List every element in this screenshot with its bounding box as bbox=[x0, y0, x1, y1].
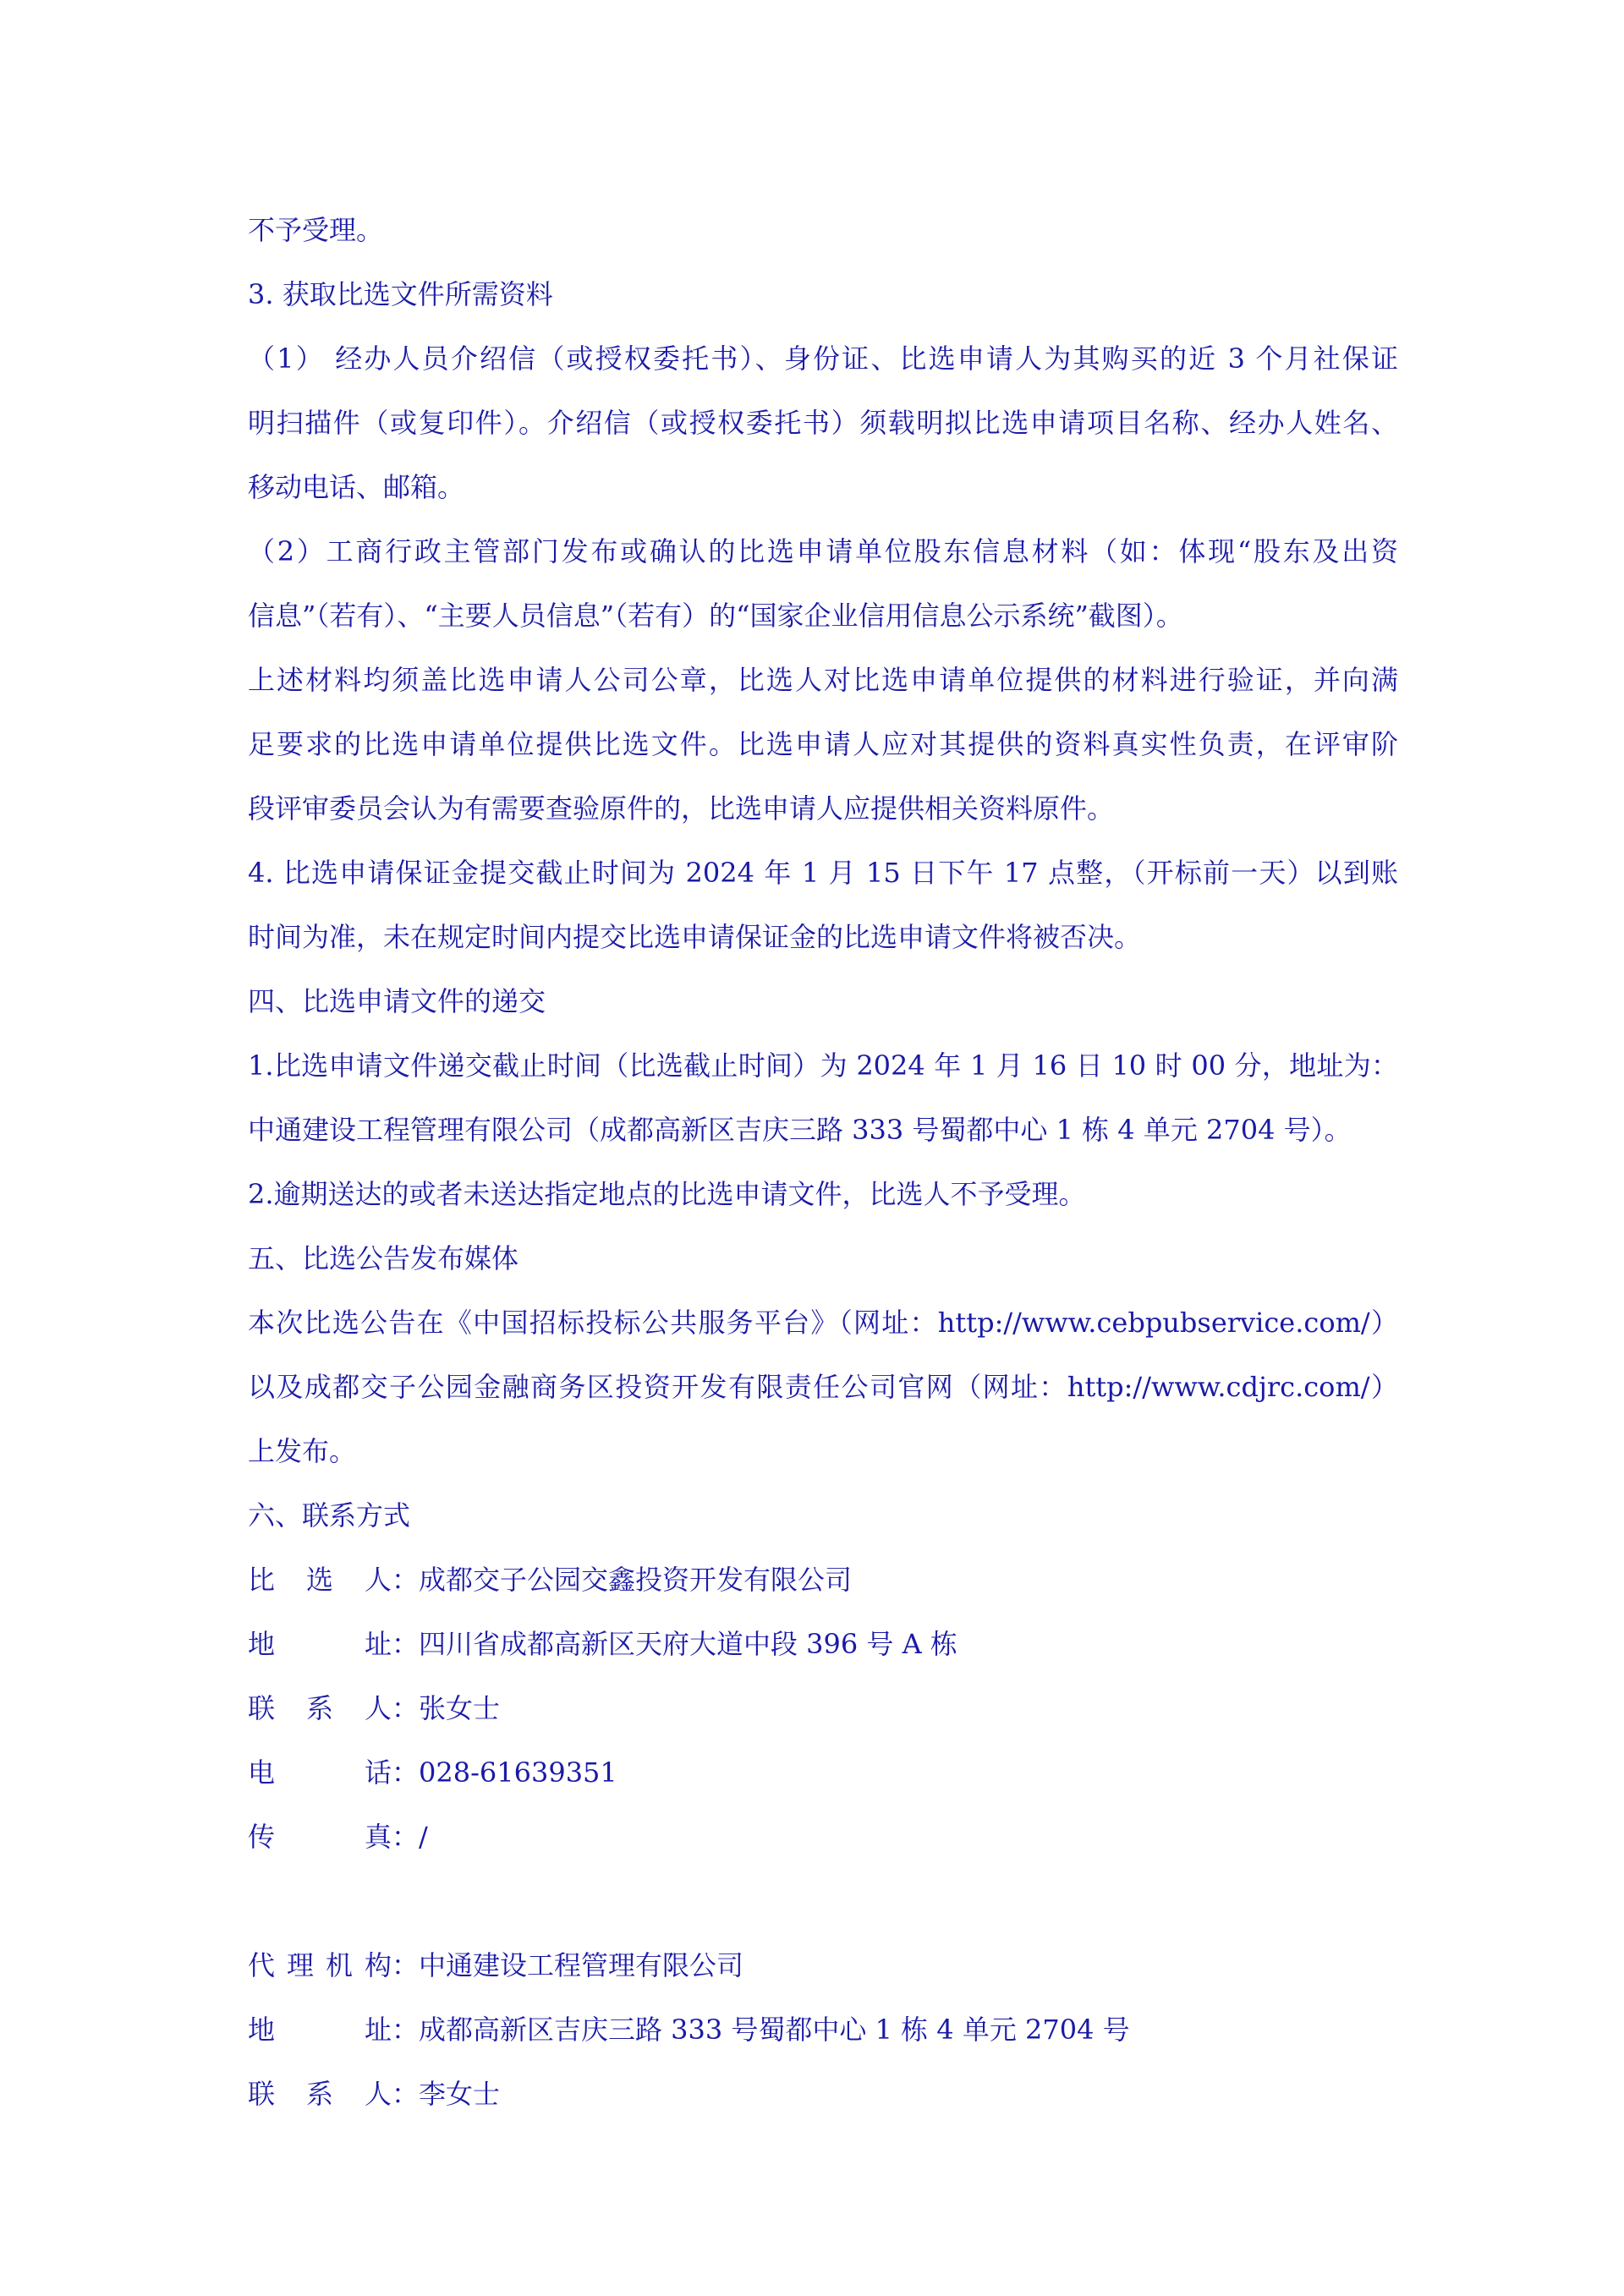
text-line: 以及成都交子公园金融商务区投资开发有限责任公司官网（网址：http://www.cdjrc.com/） bbox=[248, 1371, 1398, 1403]
text-line: 中通建设工程管理有限公司（成都高新区吉庆三路 333 号蜀都中心 1 栋 4 单元 2704 号）。 bbox=[248, 1114, 1352, 1146]
text-line: 本次比选公告在《中国招标投标公共服务平台》（网址：http://www.cebpubservice.com/） bbox=[248, 1307, 1398, 1339]
contact-issuer-row bbox=[248, 1756, 1398, 1789]
text-line: 2.逾期送达的或者未送达指定地点的比选申请文件，比选人不予受理。 bbox=[248, 1178, 1086, 1210]
contact-value: ：李女士 bbox=[392, 2078, 501, 2110]
text-line: 不予受理。 bbox=[248, 214, 384, 246]
contact-value: ：028-61639351 bbox=[392, 1756, 617, 1789]
contact-issuer-row bbox=[248, 1563, 1398, 1597]
contact-label: 传真 bbox=[248, 1821, 392, 1853]
contact-agency-row bbox=[248, 2013, 1398, 2047]
contact-label: 地址 bbox=[248, 1628, 392, 1660]
contact-label: 联系人 bbox=[248, 2078, 392, 2110]
section-heading: 3. 获取比选文件所需资料 bbox=[248, 278, 553, 310]
text-line: 段评审委员会认为有需要查验原件的，比选申请人应提供相关资料原件。 bbox=[248, 792, 1115, 825]
contact-label: 地址 bbox=[248, 2014, 392, 2046]
text-line: 上述材料均须盖比选申请人公司公章，比选人对比选申请单位提供的材料进行验证，并向满 bbox=[248, 664, 1398, 696]
contact-label: 代理机构 bbox=[248, 1949, 392, 1981]
contact-agency-row bbox=[248, 1948, 1398, 1982]
text-line: 上发布。 bbox=[248, 1435, 357, 1467]
section-heading: 五、比选公告发布媒体 bbox=[248, 1242, 519, 1274]
section-heading: 四、比选申请文件的递交 bbox=[248, 985, 546, 1017]
contact-issuer-row bbox=[248, 1820, 1398, 1854]
contact-issuer-row bbox=[248, 1627, 1398, 1661]
contact-label: 联系人 bbox=[248, 1692, 392, 1724]
contact-label: 比选人 bbox=[248, 1564, 392, 1596]
text-line: 信息”（若有）、“主要人员信息”（若有）的“国家企业信用信息公示系统”截图）。 bbox=[248, 600, 1183, 632]
text-line: 明扫描件（或复印件）。介绍信（或授权委托书）须载明拟比选申请项目名称、经办人姓名、 bbox=[248, 407, 1398, 439]
contact-value: ：四川省成都高新区天府大道中段 396 号 A 栋 bbox=[392, 1628, 957, 1660]
text-line: 1.比选申请文件递交截止时间（比选截止时间）为 2024 年 1 月 16 日 10 时 00 分，地址为： bbox=[248, 1049, 1398, 1082]
contact-value: ：/ bbox=[392, 1821, 428, 1853]
contact-value: ：张女士 bbox=[392, 1692, 501, 1724]
section-heading: 六、联系方式 bbox=[248, 1499, 411, 1532]
text-line: 时间为准，未在规定时间内提交比选申请保证金的比选申请文件将被否决。 bbox=[248, 921, 1142, 953]
contact-value: ：成都交子公园交鑫投资开发有限公司 bbox=[392, 1564, 853, 1596]
text-line: （1） 经办人员介绍信（或授权委托书）、身份证、比选申请人为其购买的近 3 个月社保证 bbox=[248, 342, 1398, 375]
contact-value: ：中通建设工程管理有限公司 bbox=[392, 1949, 744, 1981]
contact-value: ：成都高新区吉庆三路 333 号蜀都中心 1 栋 4 单元 2704 号 bbox=[392, 2014, 1130, 2046]
text-line: 足要求的比选申请单位提供比选文件。比选申请人应对其提供的资料真实性负责，在评审阶 bbox=[248, 728, 1398, 760]
contact-label: 电话 bbox=[248, 1756, 392, 1789]
text-line: 4. 比选申请保证金提交截止时间为 2024 年 1 月 15 日下午 17 点整，（开标前一天）以到账 bbox=[248, 857, 1398, 889]
contact-issuer-row bbox=[248, 1691, 1398, 1725]
contact-agency-row bbox=[248, 2077, 1398, 2111]
text-line: （2）工商行政主管部门发布或确认的比选申请单位股东信息材料（如：体现“股东及出资 bbox=[248, 535, 1398, 567]
text-line: 移动电话、邮箱。 bbox=[248, 471, 465, 503]
